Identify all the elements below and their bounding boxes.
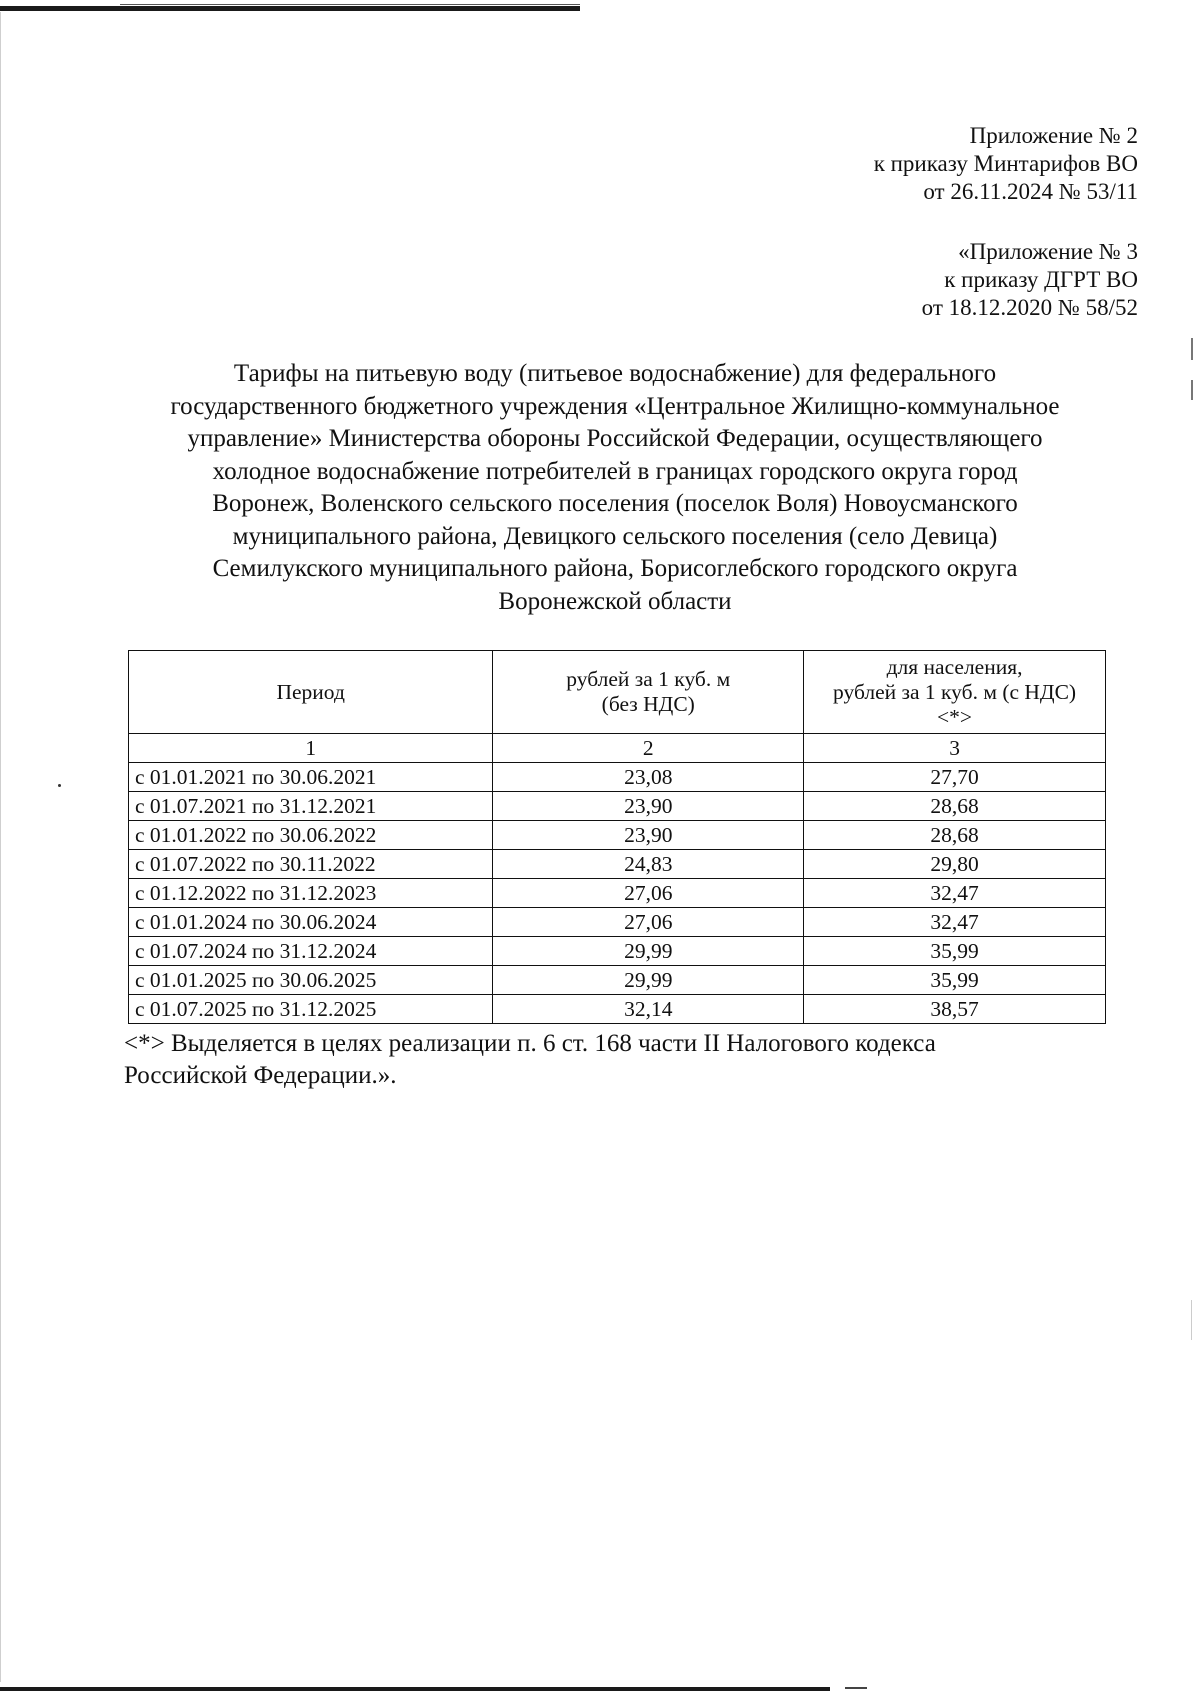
period-cell: с 01.01.2024 по 30.06.2024 [129,908,493,937]
price-no-vat-cell: 23,08 [493,763,804,792]
scan-border-top-thin [120,4,580,5]
table-row [129,995,1106,1024]
table-row [129,937,1106,966]
title-line: Семилукского муниципального района, Борисоглебского городского округа [212,555,1018,582]
table-row [129,821,1106,850]
column-index: 3 [804,734,1106,763]
column-index-row [129,734,1106,763]
title-line: управление» Министерства обороны Российской Федерации, осуществляющего [187,425,1043,452]
document-title [120,358,1110,618]
title-line: государственного бюджетного учреждения «Центральное Жилищно-коммунальное [170,392,1060,420]
price-with-vat-cell: 29,80 [804,850,1106,879]
scan-border-bottom-mark [845,1687,867,1689]
attachment-order-ref: к приказу Минтарифов ВО [873,151,1138,176]
price-with-vat-cell: 32,47 [804,908,1106,937]
footnote-line: <*> Выделяется в целях реализации п. 6 ст. 168 части II Налогового кодекса [124,1030,936,1057]
table-row [129,966,1106,995]
price-no-vat-cell: 27,06 [493,908,804,937]
title-line: муниципального района, Девицкого сельского поселения (село Девица) [232,522,998,550]
period-cell: с 01.07.2025 по 31.12.2025 [129,995,493,1024]
scan-edge-left [0,12,1,1682]
title-line: Тарифы на питьевую воду (питьевое водоснабжение) для федерального [233,360,997,387]
price-with-vat-cell: 35,99 [804,937,1106,966]
period-cell: с 01.01.2021 по 30.06.2021 [129,763,493,792]
attachment-header [874,122,1138,206]
price-with-vat-cell: 28,68 [804,821,1106,850]
referenced-attachment-number: «Приложение № 3 [958,239,1138,264]
period-cell: с 01.01.2022 по 30.06.2022 [129,821,493,850]
price-with-vat-cell: 28,68 [804,792,1106,821]
attachment-number: Приложение № 2 [969,123,1138,148]
price-no-vat-cell: 32,14 [493,995,804,1024]
price-no-vat-cell: 23,90 [493,792,804,821]
scan-edge-mark [1191,380,1193,400]
attachment-order-date: от 26.11.2024 № 53/11 [923,179,1138,204]
column-header-price-no-vat: рублей за 1 куб. м (без НДС) [493,651,804,734]
column-index: 1 [129,734,493,763]
price-with-vat-cell: 35,99 [804,966,1106,995]
table-row [129,763,1106,792]
scan-border-top [0,6,580,11]
table-row [129,792,1106,821]
title-line: Воронеж, Воленского сельского поселения (поселок Воля) Новоусманского [212,490,1018,517]
referenced-order-date: от 18.12.2020 № 58/52 [921,295,1138,320]
period-cell: с 01.07.2022 по 30.11.2022 [129,850,493,879]
footnote-line: Российской Федерации.». [124,1062,397,1089]
price-with-vat-cell: 32,47 [804,879,1106,908]
column-header-price-with-vat: для населения, рублей за 1 куб. м (с НДС) <*> [804,651,1106,734]
footnote [124,1028,1114,1092]
table-row [129,879,1106,908]
scan-edge-mark [1191,338,1193,360]
table-row [129,908,1106,937]
scan-speck [58,784,61,787]
tariff-table [128,650,1106,1024]
table-header-row [129,651,1106,734]
referenced-order-ref: к приказу ДГРТ ВО [944,267,1138,292]
period-cell: с 01.07.2024 по 31.12.2024 [129,937,493,966]
price-no-vat-cell: 23,90 [493,821,804,850]
referenced-attachment-header [922,238,1138,322]
scan-border-bottom [0,1687,830,1691]
price-with-vat-cell: 38,57 [804,995,1106,1024]
period-cell: с 01.07.2021 по 31.12.2021 [129,792,493,821]
title-line: холодное водоснабжение потребителей в границах городского округа город [212,457,1018,485]
price-no-vat-cell: 29,99 [493,966,804,995]
price-no-vat-cell: 27,06 [493,879,804,908]
table-row [129,850,1106,879]
period-cell: с 01.01.2025 по 30.06.2025 [129,966,493,995]
price-no-vat-cell: 29,99 [493,937,804,966]
scan-edge-mark [1191,1300,1192,1340]
title-line: Воронежской области [498,587,732,615]
column-index: 2 [493,734,804,763]
price-with-vat-cell: 27,70 [804,763,1106,792]
price-no-vat-cell: 24,83 [493,850,804,879]
column-header-period: Период [129,651,493,734]
period-cell: с 01.12.2022 по 31.12.2023 [129,879,493,908]
